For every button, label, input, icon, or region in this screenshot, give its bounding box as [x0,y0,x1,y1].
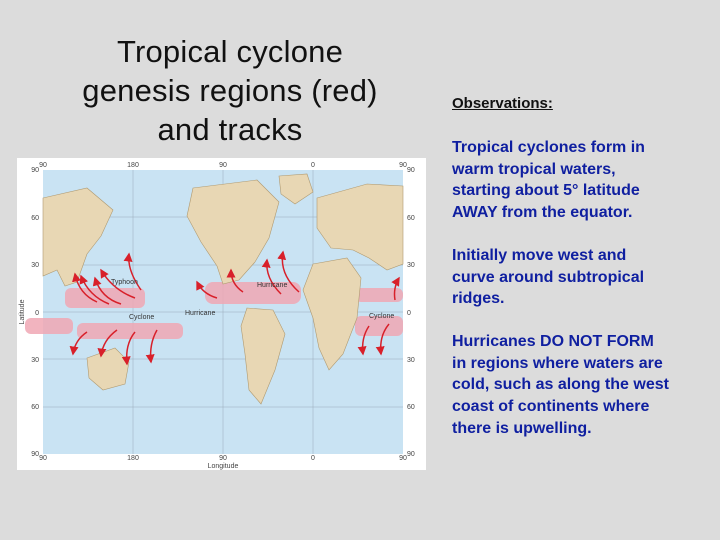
top-tick-2: 90 [219,162,227,169]
right-tick-3: 0 [407,310,411,317]
obs1-line: AWAY from the equator. [452,204,633,222]
top-tick-1: 180 [127,162,139,169]
right-tick-5: 60 [407,404,415,411]
top-tick-4: 90 [399,162,407,169]
label-cyclone-south-pacific: Cyclone [129,314,155,321]
obs2-line: curve around subtropical [452,268,645,286]
observation-paragraph-3 [452,331,712,440]
left-tick-5: 60 [31,404,39,411]
left-tick-0: 90 [31,167,39,174]
title-line-1: Tropical cyclone [116,34,344,69]
obs1-line: Tropical cyclones form in [452,139,645,156]
obs2-line: Initially move west and [452,247,627,264]
obs3-line: Hurricanes DO NOT FORM [452,333,654,350]
bottom-tick-0: 90 [39,455,47,462]
label-typhoon: Typhoon [111,279,138,286]
obs3-line: coast of continents where [452,398,650,416]
label-hurricane-east-pacific: Hurricane [185,310,216,317]
right-tick-1: 60 [407,215,415,222]
obs3-line: there is upwelling. [452,419,592,437]
bottom-tick-2: 90 [219,455,227,462]
title-line-2: genesis regions (red) [82,73,378,108]
right-tick-4: 30 [407,357,415,364]
genesis-bay-of-bengal [355,288,403,302]
label-cyclone-right: Cyclone [369,313,395,320]
observation-paragraph-2 [452,245,712,310]
bottom-tick-4: 90 [399,455,407,462]
cyclone-map-image [17,158,426,470]
obs2-line: ridges. [452,290,505,308]
left-tick-3: 0 [35,310,39,317]
left-tick-1: 60 [31,215,39,222]
cyclone-map-svg [17,158,426,470]
right-tick-6: 90 [407,451,415,458]
obs3-line: cold, such as along the west [452,376,669,394]
obs3-line: in regions where waters are [452,354,663,372]
label-hurricane-atlantic: Hurricane [257,282,288,289]
right-tick-0: 90 [407,167,415,174]
left-tick-2: 30 [31,262,39,269]
obs1-line: starting about 5° latitude [452,182,640,200]
genesis-south-pacific [77,323,183,339]
top-tick-0: 90 [39,162,47,169]
genesis-north-indian [25,318,73,334]
bottom-tick-3: 0 [311,455,315,462]
observations-heading: Observations: [452,95,553,112]
slide-title [40,32,420,149]
obs1-line: warm tropical waters, [452,160,616,178]
title-line-3: and tracks [157,112,303,147]
top-tick-3: 0 [311,162,315,169]
left-tick-4: 30 [31,357,39,364]
x-axis-label: Longitude [207,463,239,470]
left-tick-6: 90 [31,451,39,458]
y-axis-label: Latitude [19,299,26,325]
right-tick-2: 30 [407,262,415,269]
observation-paragraph-1 [452,137,712,224]
bottom-tick-1: 180 [127,455,139,462]
